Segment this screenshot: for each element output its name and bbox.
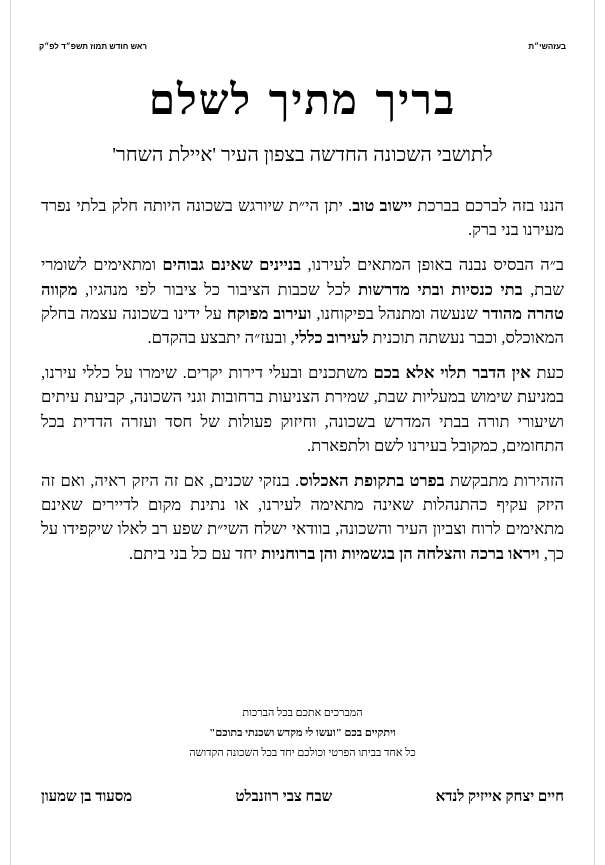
paragraph (41, 469, 564, 566)
text-run: לכל שכבות הציבור כל ציבור לפי מנהגיו, (77, 279, 359, 299)
text-run: משתכנים ובעלי דירות יקרים. שימרו על כללי עירנו, במניעת שימוש במעליות שבת, שמירת הצניעות ברחובות וגני השכונה, קביעת עיתים ושיעורי תורה בבתי המדרש בשכונה, וחיזוק פעולות של חסד ועזרה הדדית בכל התחומים, כמקובל בעירנו לשם ולתפארת. (41, 363, 564, 455)
text-run: כעת (530, 363, 564, 383)
page-subtitle: לתושבי השכונה החדשה בצפון העיר 'איילת השחר' (112, 144, 493, 166)
bold-text-run: אין הדבר תלוי אלא בכם (373, 363, 531, 383)
text-run: , ובעז״ה יתבצע בהקדם. (147, 328, 295, 348)
text-run: הזהירות מתבקשת (444, 471, 564, 491)
signatures (41, 789, 564, 806)
closing-block (11, 703, 594, 763)
header-blessing: בעזהשי״ת (528, 42, 566, 51)
letter-body (41, 194, 564, 577)
paragraph (41, 361, 564, 458)
signature-name: מסעוד בן שמעון (41, 789, 133, 805)
header-date: ראש חודש תמוז תשפ״ד לפ״ק (39, 42, 147, 51)
text-run: שנעשה ומתנהל בפיקוחנו, (311, 303, 483, 323)
text-run: יחד עם כל בני ביתם. (128, 543, 262, 563)
page-title: בריך מתיך לשלם (148, 75, 457, 124)
bold-text-run: בתי כנסיות ובתי מדרשות (358, 279, 523, 299)
header-line (39, 42, 566, 51)
text-run: ומתאימים לשומרי שבת, (41, 255, 564, 299)
bold-text-run: יישוב טוב (352, 196, 413, 215)
bold-text-run: ועירוב מפוקח (226, 303, 312, 323)
signature-name: חיים יצחק אייזיק לנדא (435, 789, 564, 805)
text-run: על ידינו בשכונה עצמה בחלק המאוכלס, וכבר נעשתה תוכנית (41, 303, 564, 348)
text-run: . יתן הי״ת שיורגש בשכונה היותה חלק בלתי נפרד מעירנו בני ברק. (41, 196, 564, 240)
bold-text-run: בניינים שאינם גבוהים (162, 255, 302, 275)
text-run: הננו בזה לברכם בברכת (412, 196, 564, 215)
signature-name: שבח צבי רוזנבלט (235, 789, 333, 805)
text-run: ב״ה הבסיס נבנה באופן המתאים לעירנו, (301, 255, 564, 275)
text-run: . בנזקי שכנים, אם זה היזק ראיה, ואם זה היזק עקיף כהתנהלות שאינה מתאימה לעירנו, או נתינת מקום לדיירים שאינם מתאימים לרוח וצביון העיר והשכונה, בוודאי ישלח השי״ת שפע רב לאלו שיקפידו על כך, (41, 471, 564, 563)
closing-line: המברכים אתכם בכל הברכות (242, 707, 363, 719)
paragraph (41, 194, 564, 242)
bold-text-run: בפרט בתקופת האכלוס (299, 471, 445, 491)
bold-text-run: לעירוב כללי (294, 328, 369, 348)
paragraph (41, 253, 564, 350)
letter-page (10, 0, 595, 865)
closing-line: ויתקיים בכם "ועשו לי מקדש ושכנתי בתוכם" (209, 727, 396, 739)
bold-text-run: מקווה טהרה מהודר (41, 279, 564, 323)
closing-line: כל אחד בביתו הפרטי וכולכם יחד בכל השכונה הקדושה (189, 747, 416, 759)
bold-text-run: ויראו ברכה והצלחה הן בגשמיות והן ברוחניות (261, 543, 540, 563)
